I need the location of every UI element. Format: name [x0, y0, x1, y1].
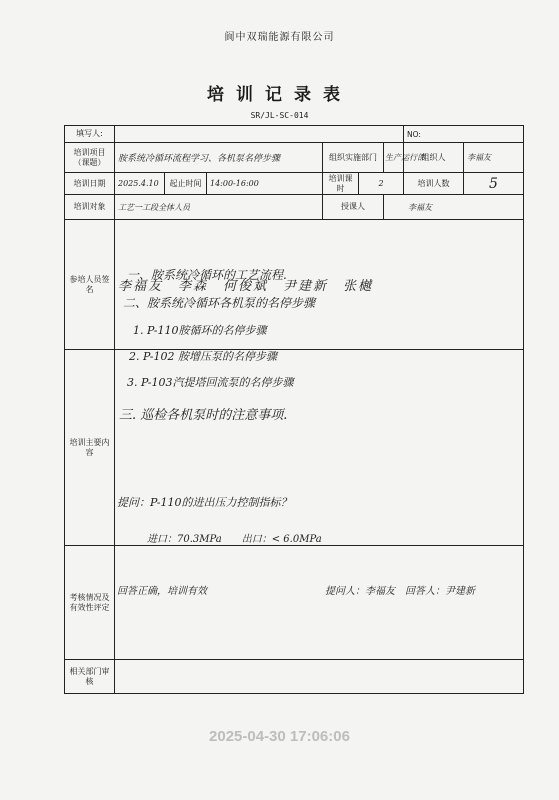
attendees-signatures: 李福友 李森 何俊斌 尹建新 张樾	[115, 220, 524, 350]
target-row	[65, 195, 524, 220]
dept-review-label: 相关部门审核	[65, 660, 115, 694]
hours-label: 培训课时	[323, 173, 359, 195]
filler-label: 填写人:	[65, 126, 115, 143]
assessment-row	[65, 546, 524, 660]
content-line: 二、胺系统冷循环各机泵的名停步骤	[123, 296, 316, 310]
company-name: 阆中双瑞能源有限公司	[224, 32, 335, 43]
no-label: NO:	[404, 126, 524, 143]
assessment-cell	[115, 496, 524, 660]
content-line: 三. 巡检各机泵时的注意事项.	[119, 408, 288, 423]
main-content-label: 培训主要内容	[65, 350, 115, 546]
dept-review-row	[65, 660, 524, 694]
scan-timestamp: 2025-04-30 17:06:06	[209, 728, 350, 745]
assessment-question: 提问：P-110的进出压力控制指标？	[117, 496, 292, 509]
training-record-table	[64, 125, 524, 694]
content-line: 一、胺系统冷循环的工艺流程.	[127, 268, 287, 282]
lecturer-label: 授课人	[323, 195, 384, 220]
organizer-value: 李福友	[464, 143, 524, 173]
lecturer-value: 李福友	[384, 195, 524, 220]
content-line: 3. P-103汽提塔回流泵的名停步骤	[127, 376, 294, 389]
org-dept-label: 组织实施部门	[323, 143, 384, 173]
assessment-result: 回答正确，培训有效	[117, 586, 207, 597]
date-label: 培训日期	[65, 173, 115, 195]
assessment-asker: 提问人：李福友	[325, 586, 395, 597]
start-end-time-label: 起止时间	[165, 173, 207, 195]
time-value: 14:00-16:00	[207, 173, 323, 195]
assessment-answerer: 回答人：尹建新	[405, 586, 475, 597]
project-label: 培训项目（课题）	[65, 143, 115, 173]
form-number: SR/JL-SC-014	[250, 111, 309, 120]
assessment-label: 考核情况及有效性评定	[65, 546, 115, 660]
date-value: 2025.4.10	[115, 173, 165, 195]
filler-row	[65, 126, 524, 143]
filler-value	[115, 126, 404, 143]
dept-review-value	[115, 660, 524, 694]
target-value: 工艺一工段全体人员	[115, 195, 323, 220]
attendees-label: 参培人员签名	[65, 220, 115, 350]
content-row	[65, 350, 524, 546]
form-title: 培训记录表	[207, 85, 352, 105]
content-line: 2. P-102 胺增压泵的名停步骤	[129, 350, 277, 363]
org-dept-value: 生产运行部	[384, 143, 404, 173]
target-label: 培训对象	[65, 195, 115, 220]
project-row	[65, 143, 524, 173]
date-row	[65, 173, 524, 195]
assessment-answer: 进口：70.3MPa 出口：< 6.0MPa	[147, 534, 322, 545]
organizer-label: 组织人	[404, 143, 464, 173]
hours-value: 2	[359, 173, 404, 195]
content-line: 1. P-110胺循环的名停步骤	[133, 324, 267, 337]
headcount-value: 5	[464, 173, 524, 195]
headcount-label: 培训人数	[404, 173, 464, 195]
project-value: 胺系统冷循环流程学习、各机泵名停步骤	[115, 143, 323, 173]
